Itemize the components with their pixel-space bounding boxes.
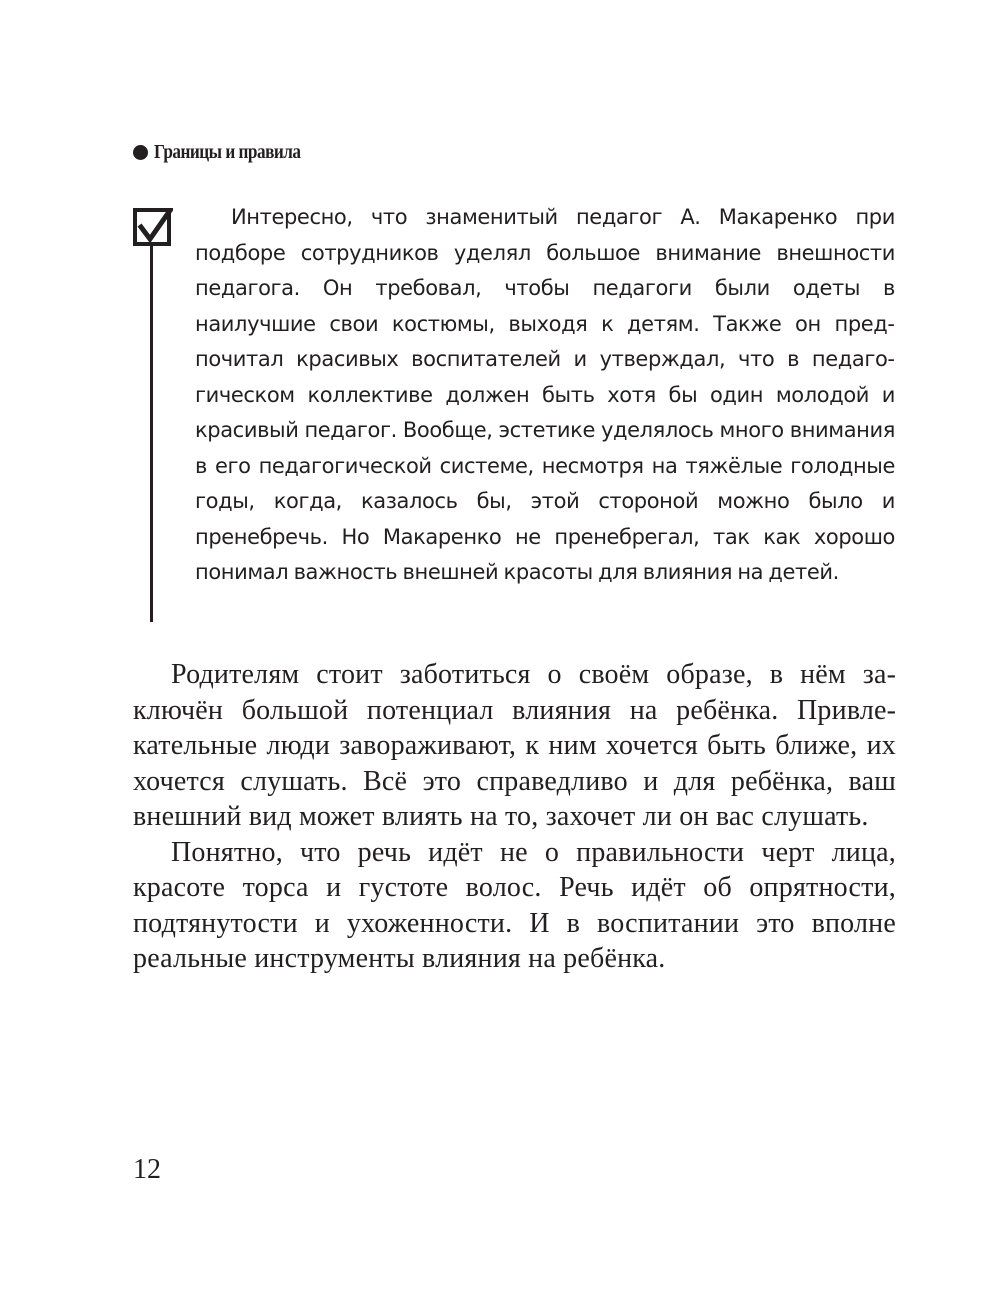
body-paragraph: Понятно, что речь идёт не о правильности черт лица, красоте торса и густоте волос. Речь идёт об опрятности, подтянутости и ухоженности. И в воспитании это вполне реальные инструменты влияния на ребёнка. [133, 836, 896, 974]
running-head [133, 136, 324, 168]
running-head-title: Границы и правила [154, 140, 301, 163]
note-paragraph: Интересно, что знаменитый педагог А. Макаренко при подборе сотрудников уделял большое внимание внешности педагога. Он требовал, чтобы педагоги были одеты в наилучшие свои костюмы, выходя к детям. Также он предпочитал красивых воспитателей и утверждал, что в педагогическом коллективе должен быть хотя бы один молодой и красивый педагог. Вообще, эстетике уделялось много внимания в его педагогической системе, несмотря на тяжёлые голодные годы, когда, казалось бы, этой стороной можно было и пренебречь. Но Макаренко не пренебрегал, так как хорошо понимал важность внешней красоты для влияния на детей. [195, 205, 895, 584]
body-paragraph: Родителям стоит заботиться о своём образе, в нём заключён большой потенциал влияния на ребёнка. Привлекательные люди завораживают, к ним хочется быть ближе, их хочется слушать. Всё это справедливо и для ребёнка, ваш внешний вид может влиять на то, захочет ли он вас слушать. [133, 659, 896, 832]
page-number: 12 [133, 1154, 161, 1185]
bullet-dot-icon [133, 145, 148, 160]
main-text [133, 657, 896, 977]
note-side-rule [150, 246, 153, 622]
checkbox-tick-icon [133, 208, 173, 248]
